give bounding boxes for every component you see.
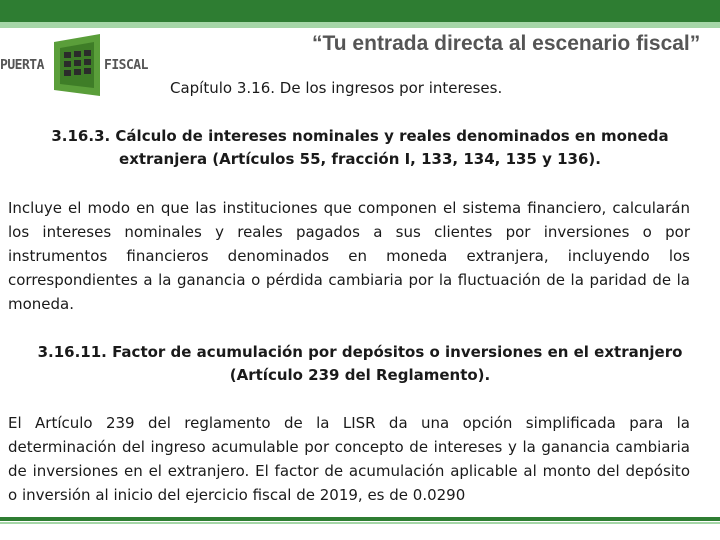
slogan: “Tu entrada directa al escenario fiscal” — [312, 32, 701, 55]
section-body: Incluye el modo en que las instituciones que componen el sistema financiero, calcularán los intereses nominales y reales pagados a sus clientes por inversiones o por instrumentos financieros denominados en moneda extranjera, incluyendo los correspondientes a la ganancia o pérdida cambiaria por la fluctuación de la paridad de la moneda. — [8, 199, 690, 313]
door-icon — [50, 34, 104, 96]
logo-text-right: FISCAL — [104, 58, 148, 73]
logo — [0, 34, 150, 100]
footer-rule — [0, 517, 720, 521]
section-body: El Artículo 239 del reglamento de la LISR da una opción simplificada para la determinación del ingreso acumulable por concepto de intereses y la ganancia cambiaria de inversiones en el extranjero. El factor de acumulación aplicable al monto del depósito o inversión al inicio del ejercicio fiscal de 2019, es de 0.0290 — [8, 414, 690, 504]
section-title: 3.16.11. Factor de acumulación por depósitos o inversiones en el extranjero (Artículo 239 del Reglamento). — [37, 343, 683, 384]
footer-rule-accent — [0, 522, 720, 524]
section-title: 3.16.3. Cálculo de intereses nominales y reales denominados en moneda extranjera (Artículos 55, fracción I, 133, 134, 135 y 136). — [51, 127, 669, 168]
chapter-title: Capítulo 3.16. De los ingresos por intereses. — [170, 79, 503, 97]
header-band-accent — [0, 22, 720, 28]
logo-text-left: PUERTA — [0, 58, 44, 73]
header-band — [0, 0, 720, 22]
